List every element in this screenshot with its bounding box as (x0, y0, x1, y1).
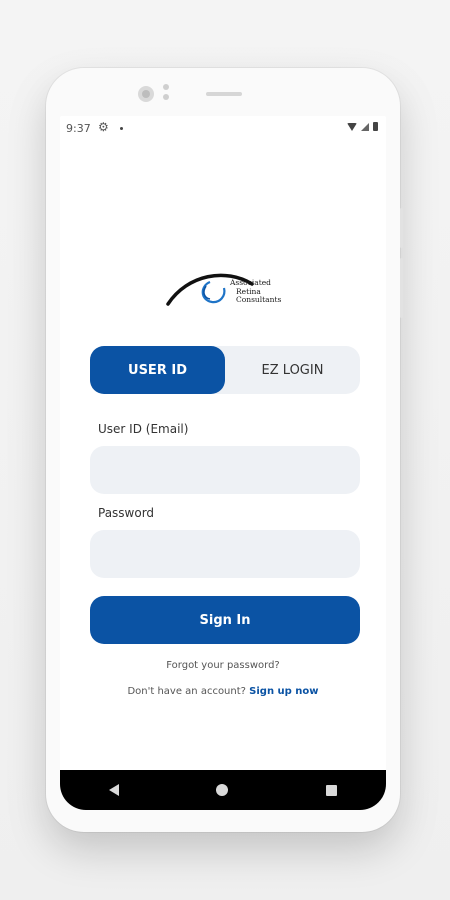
tab-ez-login[interactable]: EZ LOGIN (261, 362, 324, 378)
back-icon[interactable] (109, 784, 119, 796)
app-logo (166, 266, 286, 312)
notification-dot-icon (120, 127, 123, 130)
power-button (400, 258, 403, 318)
earpiece-speaker (206, 92, 242, 96)
password-input[interactable] (90, 530, 360, 578)
sign-up-link[interactable]: Sign up now (249, 686, 319, 697)
cell-signal-icon (361, 123, 369, 131)
sign-in-button[interactable]: Sign In (90, 596, 360, 644)
login-mode-tabs (90, 346, 360, 394)
signup-row (60, 686, 386, 697)
status-time: 9:37 (66, 122, 91, 135)
app-screen (60, 116, 386, 810)
password-label: Password (98, 506, 155, 520)
volume-button (400, 208, 403, 248)
status-bar (60, 116, 386, 142)
logo-line-3: Consultants (236, 295, 282, 304)
status-icons (347, 122, 378, 131)
battery-icon (373, 122, 378, 131)
logo-line-1: Associated (230, 278, 271, 287)
recent-apps-icon[interactable] (326, 785, 337, 796)
logo-wordmark (230, 279, 281, 305)
wifi-icon (347, 123, 357, 131)
forgot-password-link[interactable]: Forgot your password? (166, 660, 280, 671)
phone-frame (46, 68, 400, 832)
no-account-text: Don't have an account? (127, 686, 246, 697)
userid-input[interactable] (90, 446, 360, 494)
system-nav-bar (60, 770, 386, 810)
home-icon[interactable] (216, 784, 228, 796)
tab-user-id[interactable]: USER ID (90, 346, 225, 394)
light-sensor (163, 94, 169, 100)
logo-line-2: Retina (236, 286, 261, 296)
userid-label: User ID (Email) (98, 422, 189, 436)
proximity-sensor (163, 84, 169, 90)
settings-gear-icon: ⚙ (98, 120, 109, 134)
front-camera (138, 86, 154, 102)
